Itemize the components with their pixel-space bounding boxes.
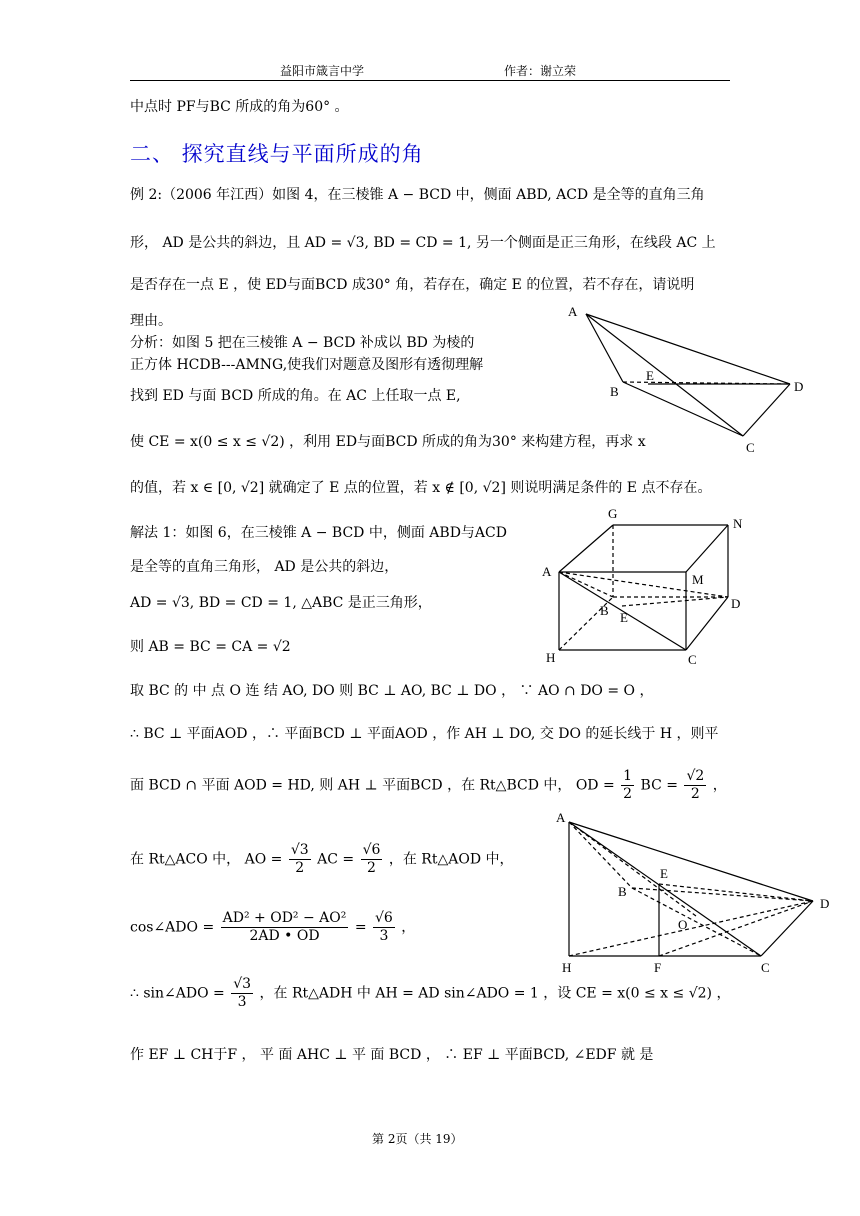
label-m: M bbox=[692, 572, 704, 587]
text-line: 形， AD 是公共的斜边，且 AD = √3, BD = CD = 1, 另一个侧面是正三角形，在线段 AC 上 bbox=[130, 235, 716, 251]
label-a: A bbox=[542, 564, 552, 579]
label-c: C bbox=[688, 652, 697, 667]
fraction-numerator: √6 bbox=[362, 842, 381, 858]
segment-ed bbox=[622, 597, 728, 606]
text-segment: ∴ sin∠ADO = bbox=[130, 985, 225, 1002]
text-line: 是全等的直角三角形， AD 是公共的斜边， bbox=[130, 559, 399, 575]
text-segment: 面 BCD ∩ 平面 AOD = HD, 则 AH ⊥ 平面BCD ，在 Rt△BCD 中， OD = bbox=[130, 777, 615, 794]
edge-dc bbox=[743, 384, 790, 436]
text-segment: ，在 Rt△AOD 中， bbox=[388, 851, 514, 868]
text-line: 分析：如图 5 把在三棱锥 A − BCD 补成以 BD 为棱的 bbox=[130, 335, 475, 351]
text-segment: cos∠ADO = bbox=[130, 919, 215, 936]
label-a: A bbox=[568, 304, 578, 319]
fraction-numerator: √6 bbox=[375, 910, 393, 926]
edge-ag bbox=[559, 525, 613, 572]
label-f: F bbox=[654, 960, 662, 975]
text-line: 作 EF ⊥ CH于F ， 平 面 AHC ⊥ 平 面 BCD ， ∴ EF ⊥ 平面BCD, ∠EDF 就 是 bbox=[130, 1047, 654, 1063]
edge-bc bbox=[632, 888, 761, 956]
label-d: D bbox=[731, 596, 741, 611]
label-e: E bbox=[646, 368, 654, 383]
fraction-denominator: 2 bbox=[690, 786, 700, 802]
segment-ao bbox=[569, 822, 696, 916]
label-d: D bbox=[794, 379, 804, 394]
figure-cube bbox=[530, 500, 770, 670]
label-e: E bbox=[660, 866, 668, 881]
header-author: 作者：谢立荣 bbox=[504, 64, 577, 78]
text-line bbox=[130, 842, 514, 877]
segment-ed bbox=[659, 884, 813, 901]
fraction-denominator: 2 bbox=[295, 860, 305, 876]
text-line: 面 BCD ∩ 平面 AOD = HD, 则 AH ⊥ 平面BCD ，在 Rt△BCD 中， OD = $\frac{1}{2}$ BC = $\frac{√2}{2}$ ， bbox=[130, 768, 727, 802]
figure-tetrahedron bbox=[560, 300, 820, 460]
fraction bbox=[361, 842, 383, 877]
text-line: 正方体 HCDB---AMNG,使我们对题意及图形有透彻理解 bbox=[130, 357, 484, 373]
text-line: 理由。 bbox=[130, 313, 172, 329]
label-a: A bbox=[556, 810, 566, 825]
segment-hd bbox=[569, 901, 813, 956]
fraction bbox=[231, 976, 253, 1011]
edge-ad bbox=[569, 822, 813, 901]
text-line: 例 2:（2006 年江西）如图 4，在三棱锥 A − BCD 中，侧面 ABD, ACD 是全等的直角三角 bbox=[130, 187, 705, 203]
edge-ac bbox=[569, 822, 761, 956]
fraction-numerator: 1 bbox=[623, 768, 633, 784]
header-school: 益阳市箴言中学 bbox=[280, 64, 365, 78]
text-segment: ，在 Rt△ADH 中 AH = AD sin∠ADO = 1 ，设 CE = x(0 ≤ x ≤ √2) ， bbox=[259, 985, 731, 1002]
label-b: B bbox=[618, 884, 627, 899]
fraction-denominator: 2 bbox=[367, 860, 376, 876]
text-line bbox=[130, 976, 730, 1011]
text-line: 使 CE = x(0 ≤ x ≤ √2) ，利用 ED与面BCD 所成的角为30° 来构建方程，再求 x bbox=[130, 434, 646, 450]
fraction bbox=[621, 768, 634, 803]
label-h: H bbox=[546, 650, 556, 665]
label-c: C bbox=[746, 440, 755, 455]
section-heading: 二、 探究直线与平面所成的角 bbox=[130, 142, 424, 166]
text-line: 中点时 PF与BC 所成的角为60° 。 bbox=[130, 99, 349, 115]
fraction-numerator: AD² + OD² − AO² bbox=[222, 910, 347, 926]
fraction bbox=[373, 910, 395, 945]
edge-cd bbox=[761, 901, 813, 956]
edge-mn bbox=[686, 525, 728, 572]
label-c: C bbox=[761, 960, 770, 975]
fraction-numerator: √2 bbox=[686, 768, 705, 784]
text-line: ∴ BC ⊥ 平面AOD ，∴ 平面BCD ⊥ 平面AOD ，作 AH ⊥ DO, 交 DO 的延长线于 H ，则平 bbox=[130, 726, 719, 742]
text-line: 是否存在一点 E ，使 ED与面BCD 成30° 角，若存在，确定 E 的位置，若不存在，请说明 bbox=[130, 277, 695, 293]
text-line: 找到 ED 与面 BCD 所成的角。在 AC 上任取一点 E, bbox=[130, 388, 461, 404]
label-o: O bbox=[678, 917, 688, 932]
fraction-denominator: 2 bbox=[623, 786, 633, 802]
fraction-denominator: 3 bbox=[379, 928, 389, 944]
text-segment: AC = bbox=[317, 851, 355, 868]
label-b: B bbox=[610, 384, 619, 399]
figure-solution bbox=[548, 806, 838, 981]
text-line: 则 AB = BC = CA = √2 bbox=[130, 639, 291, 655]
fraction-denominator: 3 bbox=[237, 994, 247, 1010]
text-segment: = bbox=[354, 919, 367, 936]
edge-ab bbox=[559, 572, 613, 597]
text-line: 解法 1：如图 6，在三棱锥 A − BCD 中，侧面 ABD与ACD bbox=[130, 525, 507, 541]
fraction bbox=[289, 842, 311, 877]
text-segment: BC = bbox=[640, 777, 678, 794]
fraction-numerator: √3 bbox=[290, 842, 309, 858]
label-e: E bbox=[620, 610, 628, 625]
label-b: B bbox=[600, 603, 609, 618]
text-line: 的值，若 x ∈ [0, √2] 就确定了 E 点的位置，若 x ∉ [0, √2] 则说明满足条件的 E 点不存在。 bbox=[130, 480, 712, 496]
text-line: AD = √3, BD = CD = 1, △ABC 是正三角形， bbox=[130, 595, 432, 611]
fraction-numerator: √3 bbox=[233, 976, 252, 992]
header-rule bbox=[130, 80, 730, 81]
label-h: H bbox=[562, 960, 572, 975]
edge-ad bbox=[586, 314, 790, 384]
text-line: 取 BC 的 中 点 O 连 结 AO, DO 则 BC ⊥ AO, BC ⊥ DO ， ∵ AO ∩ DO = O ， bbox=[130, 683, 654, 699]
page-footer: 第 2页（共 19） bbox=[372, 1132, 463, 1146]
fraction bbox=[221, 910, 349, 945]
label-n: N bbox=[733, 516, 743, 531]
edge-ac bbox=[586, 314, 743, 436]
fraction bbox=[684, 768, 706, 803]
fraction-denominator: 2AD • OD bbox=[249, 928, 320, 944]
label-g: G bbox=[608, 506, 618, 521]
text-segment: 在 Rt△ACO 中， AO = bbox=[130, 851, 283, 868]
label-d: D bbox=[820, 896, 830, 911]
text-line: cos∠ADO = $\frac{\text{AD² + OD² − AO²}}{2AD • OD}$ = $\frac{√6}{3}$ ， bbox=[130, 910, 416, 944]
face-top-front bbox=[559, 525, 728, 600]
edge-cd bbox=[686, 597, 728, 650]
